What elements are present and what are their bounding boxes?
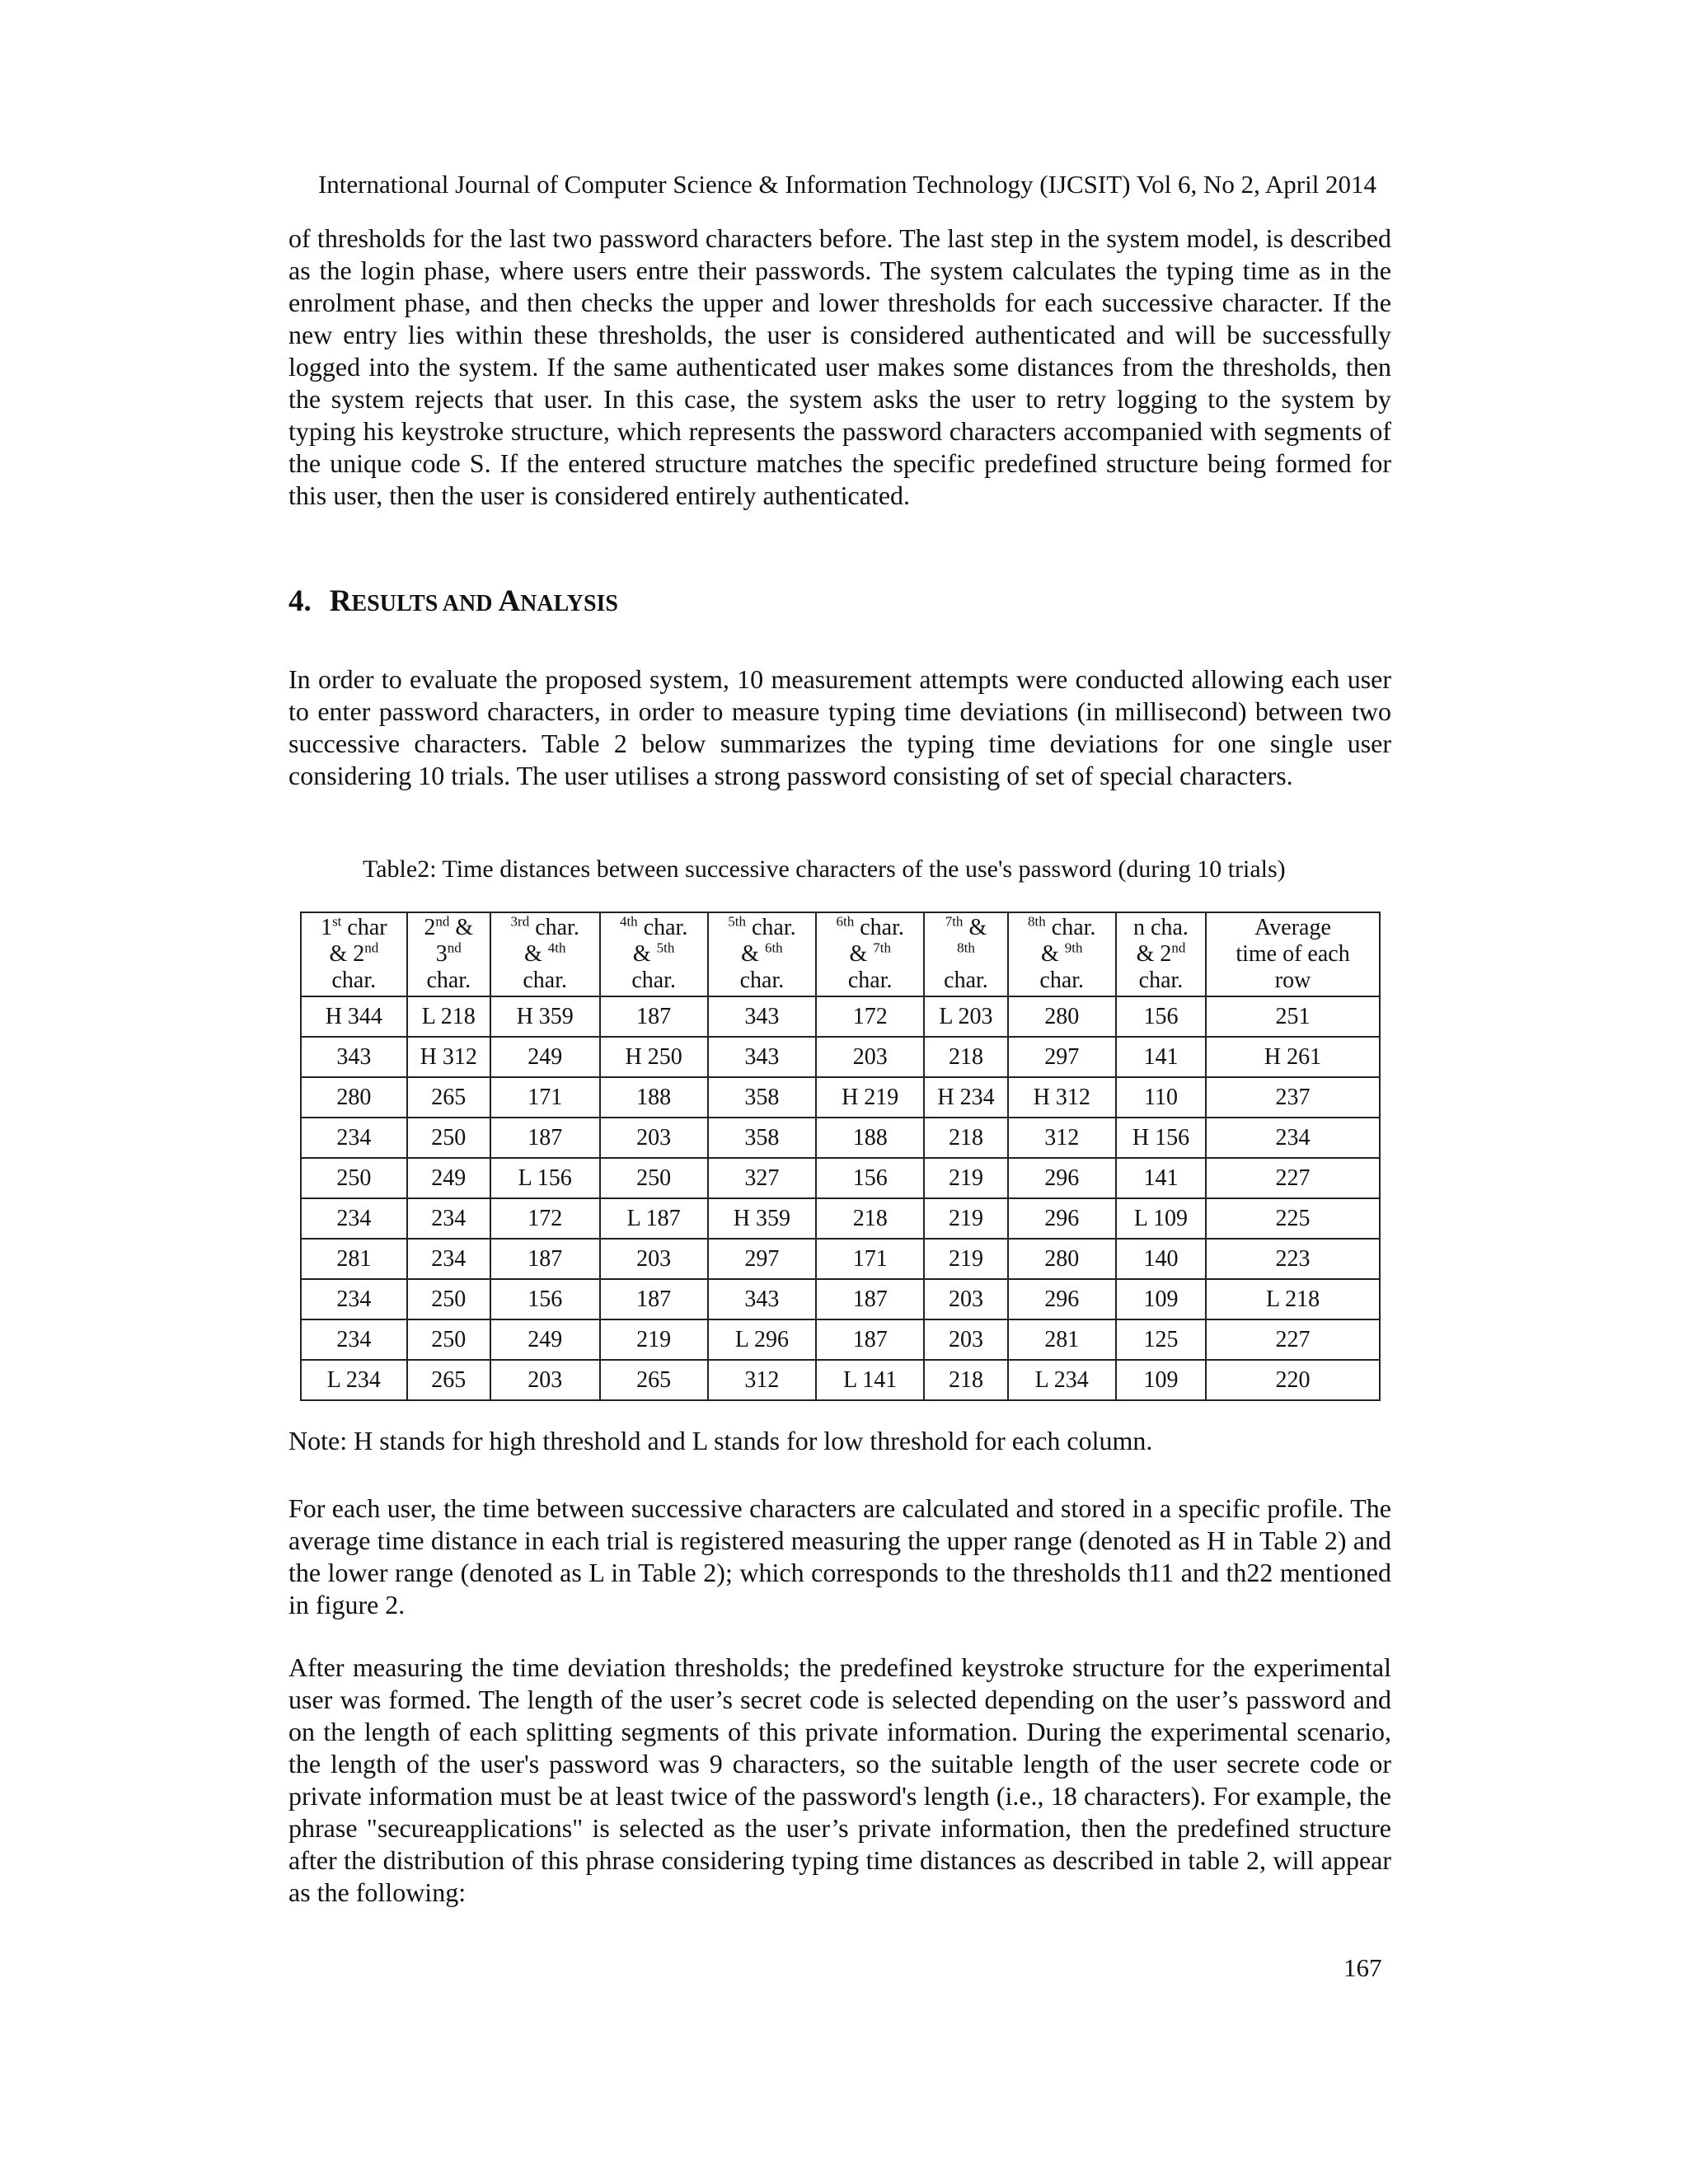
table-cell: 219 [600, 1319, 708, 1360]
table-row [301, 1360, 1380, 1400]
table-cell: 187 [490, 1118, 600, 1158]
header-text: char. [331, 968, 377, 993]
table-cell: 227 [1206, 1319, 1380, 1360]
table-cell: 297 [708, 1239, 816, 1279]
header-text: 1 [321, 915, 333, 940]
table-cell: L 141 [816, 1360, 924, 1400]
table-row [301, 1037, 1380, 1077]
table-cell: H 250 [600, 1037, 708, 1077]
table-cell: L 187 [600, 1198, 708, 1239]
table-cell: L 156 [490, 1158, 600, 1198]
table-cell: 251 [1206, 996, 1380, 1037]
header-text: row [1274, 968, 1311, 993]
column-header [816, 912, 924, 996]
column-header [1116, 912, 1206, 996]
table-cell: 109 [1116, 1360, 1206, 1400]
header-text: char. [745, 915, 796, 940]
body-paragraph-2: In order to evaluate the proposed system, 10 measurement attempts were conducted allowing each user to enter password characters, in order to measure typing time deviations (in millisecond) between two successive characters. Table 2 below summarizes the typing time deviations for one single user considering 10 trials. The user utilises a strong password consisting of set of special characters. [288, 664, 1391, 790]
table-cell: 343 [708, 996, 816, 1037]
table-cell: 220 [1206, 1360, 1380, 1400]
table-cell: H 261 [1206, 1037, 1380, 1077]
header-superscript: 9th [1064, 940, 1083, 956]
table-cell: 187 [816, 1319, 924, 1360]
table-row [301, 1118, 1380, 1158]
table-cell: 187 [600, 996, 708, 1037]
header-text: n cha. [1133, 915, 1189, 940]
table-cell: H 312 [407, 1037, 490, 1077]
header-superscript: nd [364, 940, 379, 956]
header-superscript: 4th [547, 940, 566, 956]
table-cell: 297 [1008, 1037, 1116, 1077]
table-cell: 281 [301, 1239, 407, 1279]
table-cell: 234 [301, 1198, 407, 1239]
table-cell: 296 [1008, 1198, 1116, 1239]
header-text: char. [631, 968, 676, 993]
table-cell: 234 [407, 1239, 490, 1279]
header-text: char. [1138, 968, 1184, 993]
section-number: 4. [288, 584, 312, 618]
header-superscript: nd [435, 913, 450, 930]
table-cell: 203 [600, 1239, 708, 1279]
header-text: & 2 [1136, 941, 1172, 967]
table-cell: 250 [407, 1319, 490, 1360]
table-cell: 296 [1008, 1279, 1116, 1319]
table-cell: 249 [490, 1037, 600, 1077]
table-cell: 203 [816, 1037, 924, 1077]
column-header [600, 912, 708, 996]
table-cell: 358 [708, 1077, 816, 1118]
header-text: & [849, 941, 874, 967]
header-text: char. [637, 915, 688, 940]
header-superscript: 7th [873, 940, 891, 956]
table-cell: 218 [924, 1037, 1007, 1077]
table-cell: 156 [490, 1279, 600, 1319]
table-cell: 280 [1008, 996, 1116, 1037]
table-cell: H 156 [1116, 1118, 1206, 1158]
table-cell: 234 [407, 1198, 490, 1239]
section-title-cap-1: R [329, 584, 352, 618]
table-cell: 296 [1008, 1158, 1116, 1198]
table-cell: 171 [816, 1239, 924, 1279]
table-row [301, 1239, 1380, 1279]
table-row [301, 1279, 1380, 1319]
table-cell: 188 [600, 1077, 708, 1118]
table-cell: 203 [600, 1118, 708, 1158]
table-cell: 312 [1008, 1118, 1116, 1158]
table-cell: 225 [1206, 1198, 1380, 1239]
table-cell: H 359 [708, 1198, 816, 1239]
table-cell: 265 [407, 1077, 490, 1118]
header-text: Average [1254, 915, 1331, 940]
body-paragraph-1: of thresholds for the last two password characters before. The last step in the system model, is described as the login phase, where users entre their passwords. The system calculates the typing time as in the enrolment phase, and then checks the upper and lower thresholds for each successive character. If the new entry lies within these thresholds, the user is considered authenticated and will be successfully logged into the system. If the same authenticated user makes some distances from the thresholds, then the system rejects that user. In this case, the system asks the user to retry logging to the system by typing his keystroke structure, which represents the password characters accompanied with segments of the unique code S. If the entered structure matches the specific predefined structure being formed for this user, then the user is considered entirely authenticated. [288, 223, 1391, 510]
table-cell: L 218 [407, 996, 490, 1037]
header-superscript: 4th [619, 913, 638, 930]
table-cell: 187 [490, 1239, 600, 1279]
table-cell: 187 [816, 1279, 924, 1319]
header-superscript: 5th [656, 940, 675, 956]
section-title-rest-2: NALYSIS [520, 591, 618, 616]
section-title-rest-1: ESULTS AND [351, 591, 499, 616]
table-caption: Table2: Time distances between successive characters of the use's password (during 10 trials) [363, 855, 1286, 883]
header-text: & [449, 915, 474, 940]
header-text: char. [847, 968, 893, 993]
table-cell: 218 [816, 1198, 924, 1239]
table-cell: 109 [1116, 1279, 1206, 1319]
table-cell: 250 [407, 1279, 490, 1319]
table-row [301, 1158, 1380, 1198]
table-cell: 140 [1116, 1239, 1206, 1279]
timing-table [300, 912, 1381, 1401]
table-cell: L 203 [924, 996, 1007, 1037]
table-cell: 141 [1116, 1158, 1206, 1198]
table-row [301, 1077, 1380, 1118]
table-cell: 218 [924, 1360, 1007, 1400]
header-superscript: 6th [836, 913, 855, 930]
header-superscript: 3rd [510, 913, 530, 930]
body-paragraph-3: For each user, the time between successive characters are calculated and stored in a specific profile. The average time distance in each trial is registered measuring the upper range (denoted as H in Table 2) and the lower range (denoted as L in Table 2); which corresponds to the thresholds th11 and th22 mentioned in figure 2. [288, 1493, 1391, 1619]
table-cell: L 218 [1206, 1279, 1380, 1319]
table-cell: 219 [924, 1158, 1007, 1198]
table-cell: 218 [924, 1118, 1007, 1158]
table-row [301, 996, 1380, 1037]
table-cell: 343 [708, 1279, 816, 1319]
header-superscript: 8th [957, 940, 975, 956]
table-row [301, 1198, 1380, 1239]
table-cell: 343 [301, 1037, 407, 1077]
table-cell: 343 [708, 1037, 816, 1077]
section-heading [288, 583, 618, 619]
header-text: char. [426, 968, 471, 993]
column-header [490, 912, 600, 996]
table-cell: 327 [708, 1158, 816, 1198]
table-cell: 141 [1116, 1037, 1206, 1077]
table-cell: H 234 [924, 1077, 1007, 1118]
header-text: & 2 [329, 941, 365, 967]
table-cell: 265 [600, 1360, 708, 1400]
table-cell: 188 [816, 1118, 924, 1158]
table-cell: 234 [301, 1118, 407, 1158]
header-text: char [341, 915, 387, 940]
header-text: char. [739, 968, 785, 993]
table-cell: L 109 [1116, 1198, 1206, 1239]
column-header [1206, 912, 1380, 996]
table-cell: 187 [600, 1279, 708, 1319]
table-header-row [301, 912, 1380, 996]
header-text: char. [1039, 968, 1085, 993]
running-header: International Journal of Computer Science & Information Technology (IJCSIT) Vol 6, No 2, April 2014 [317, 170, 1377, 199]
table-cell: H 344 [301, 996, 407, 1037]
header-superscript: 7th [945, 913, 964, 930]
column-header [301, 912, 407, 996]
table-cell: 234 [301, 1319, 407, 1360]
header-text: char. [529, 915, 579, 940]
table-cell: 250 [301, 1158, 407, 1198]
table-cell: 203 [490, 1360, 600, 1400]
header-superscript: 5th [728, 913, 746, 930]
table-cell: 237 [1206, 1077, 1380, 1118]
table-cell: H 312 [1008, 1077, 1116, 1118]
section-title-cap-2: A [498, 584, 521, 618]
table-row [301, 1319, 1380, 1360]
header-text: char. [523, 968, 568, 993]
table-body [301, 996, 1380, 1400]
table-cell: 280 [1008, 1239, 1116, 1279]
header-text: & [523, 941, 548, 967]
table-cell: 280 [301, 1077, 407, 1118]
table-cell: 250 [407, 1118, 490, 1158]
table-note: Note: H stands for high threshold and L stands for low threshold for each column. [288, 1426, 1153, 1455]
table-cell: H 219 [816, 1077, 924, 1118]
table-cell: 265 [407, 1360, 490, 1400]
table-cell: 312 [708, 1360, 816, 1400]
header-superscript: nd [447, 940, 462, 956]
header-text: char. [1045, 915, 1096, 940]
table-cell: 249 [407, 1158, 490, 1198]
header-superscript: 8th [1028, 913, 1046, 930]
table-cell: 156 [1116, 996, 1206, 1037]
header-superscript: st [332, 913, 342, 930]
column-header [924, 912, 1007, 996]
body-paragraph-4: After measuring the time deviation thresholds; the predefined keystroke structure for the experimental user was formed. The length of the user’s secret code is selected depending on the user’s password and on the length of each splitting segments of this private information. During the experimental scenario, the length of the user's password was 9 characters, so the suitable length of the user secrete code or private information must be at least twice of the password's length (i.e., 18 characters). For example, the phrase "secureapplications" is selected as the user’s private information, then the predefined structure after the distribution of this phrase considering typing time distances as described in table 2, will appear as the following: [288, 1652, 1391, 1907]
header-text: char. [854, 915, 904, 940]
table-cell: 156 [816, 1158, 924, 1198]
table-cell: L 234 [301, 1360, 407, 1400]
header-text: 3 [435, 941, 448, 967]
table-cell: 358 [708, 1118, 816, 1158]
table-cell: 203 [924, 1279, 1007, 1319]
table-cell: 219 [924, 1239, 1007, 1279]
table-cell: 223 [1206, 1239, 1380, 1279]
table-cell: 250 [600, 1158, 708, 1198]
table-cell: 125 [1116, 1319, 1206, 1360]
header-superscript: 6th [764, 940, 783, 956]
table-cell: 172 [490, 1198, 600, 1239]
header-text: & [632, 941, 657, 967]
header-text: & [963, 915, 987, 940]
table-cell: L 296 [708, 1319, 816, 1360]
table-cell: 249 [490, 1319, 600, 1360]
header-text: char. [944, 968, 988, 993]
table-cell: 227 [1206, 1158, 1380, 1198]
table-cell: 234 [1206, 1118, 1380, 1158]
table-cell: 110 [1116, 1077, 1206, 1118]
table-cell: 219 [924, 1198, 1007, 1239]
column-header [1008, 912, 1116, 996]
header-text: & [1040, 941, 1065, 967]
column-header [407, 912, 490, 996]
header-text: 2 [424, 915, 436, 940]
column-header [708, 912, 816, 996]
table-cell: L 234 [1008, 1360, 1116, 1400]
header-superscript: nd [1171, 940, 1186, 956]
table-cell: 171 [490, 1077, 600, 1118]
table-cell: 172 [816, 996, 924, 1037]
table-cell: 203 [924, 1319, 1007, 1360]
header-text: & [741, 941, 765, 967]
page-number: 167 [1343, 1953, 1382, 1982]
table-cell: H 359 [490, 996, 600, 1037]
table-cell: 234 [301, 1279, 407, 1319]
table-cell: 281 [1008, 1319, 1116, 1360]
header-text: time of each [1236, 941, 1350, 967]
